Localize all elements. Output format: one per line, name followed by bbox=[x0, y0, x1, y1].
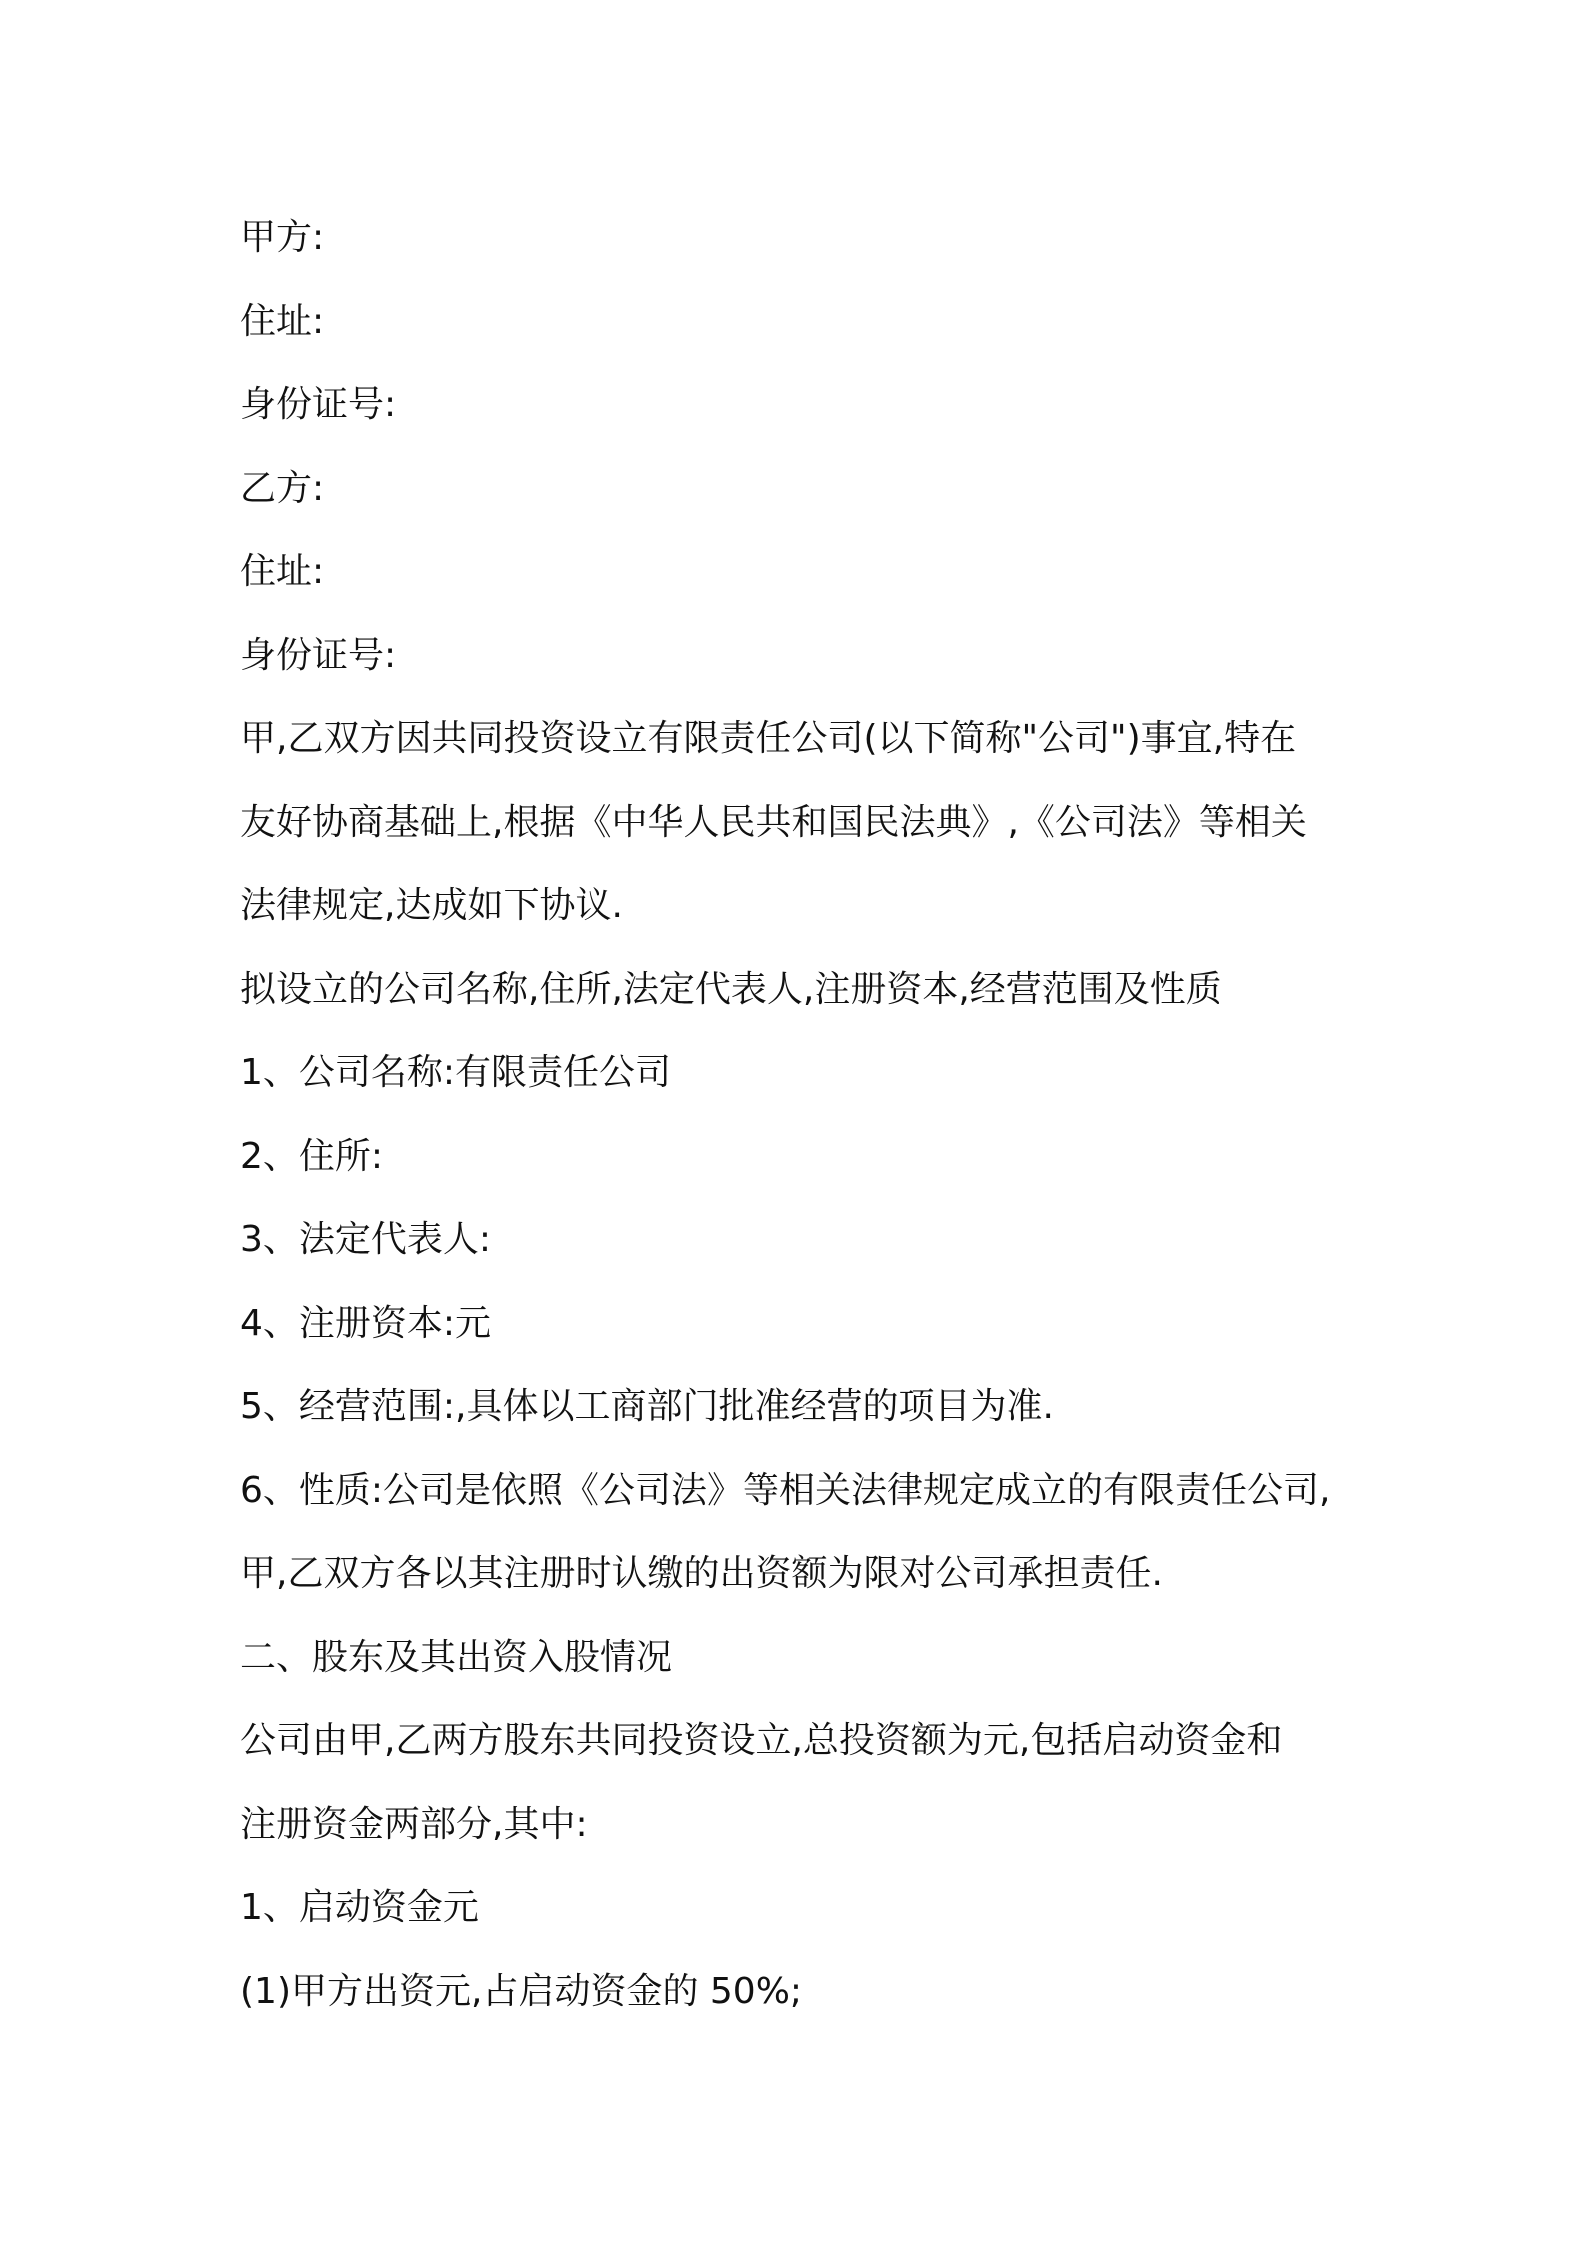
section-company-info-heading: 拟设立的公司名称,住所,法定代表人,注册资本,经营范围及性质 bbox=[240, 968, 1222, 1010]
party-a-id-number: 身份证号: bbox=[240, 384, 397, 425]
party-b-address: 住址: bbox=[240, 551, 325, 592]
item-nature-line-2: 甲,乙双方各以其注册时认缴的出资额为限对公司承担责任. bbox=[240, 1553, 1163, 1594]
item-startup-capital: 1、启动资金元 bbox=[240, 1887, 479, 1928]
document-body bbox=[240, 196, 1350, 2033]
preamble-line-1: 甲,乙双方因共同投资设立有限责任公司(以下简称"公司")事宜,特在 bbox=[240, 718, 1297, 759]
party-a-label: 甲方: bbox=[240, 217, 325, 258]
item-company-name: 1、公司名称:有限责任公司 bbox=[240, 1052, 672, 1093]
section-shareholders-heading: 二、股东及其出资入股情况 bbox=[240, 1636, 673, 1678]
preamble-line-2: 友好协商基础上,根据《中华人民共和国民法典》,《公司法》等相关 bbox=[240, 801, 1307, 843]
item-domicile: 2、住所: bbox=[240, 1135, 384, 1177]
item-business-scope: 5、经营范围:,具体以工商部门批准经营的项目为准. bbox=[240, 1386, 1054, 1427]
item-party-a-contribution: (1)甲方出资元,占启动资金的 50%; bbox=[240, 1970, 803, 2012]
party-b-label: 乙方: bbox=[240, 467, 325, 509]
party-a-address: 住址: bbox=[240, 300, 325, 342]
preamble-line-3: 法律规定,达成如下协议. bbox=[240, 885, 623, 926]
investment-line-2: 注册资金两部分,其中: bbox=[240, 1803, 588, 1845]
item-registered-capital: 4、注册资本:元 bbox=[240, 1302, 492, 1344]
item-nature-line-1: 6、性质:公司是依照《公司法》等相关法律规定成立的有限责任公司, bbox=[240, 1469, 1331, 1511]
investment-line-1: 公司由甲,乙两方股东共同投资设立,总投资额为元,包括启动资金和 bbox=[240, 1720, 1283, 1761]
party-b-id-number: 身份证号: bbox=[240, 634, 397, 676]
item-legal-representative: 3、法定代表人: bbox=[240, 1219, 492, 1260]
